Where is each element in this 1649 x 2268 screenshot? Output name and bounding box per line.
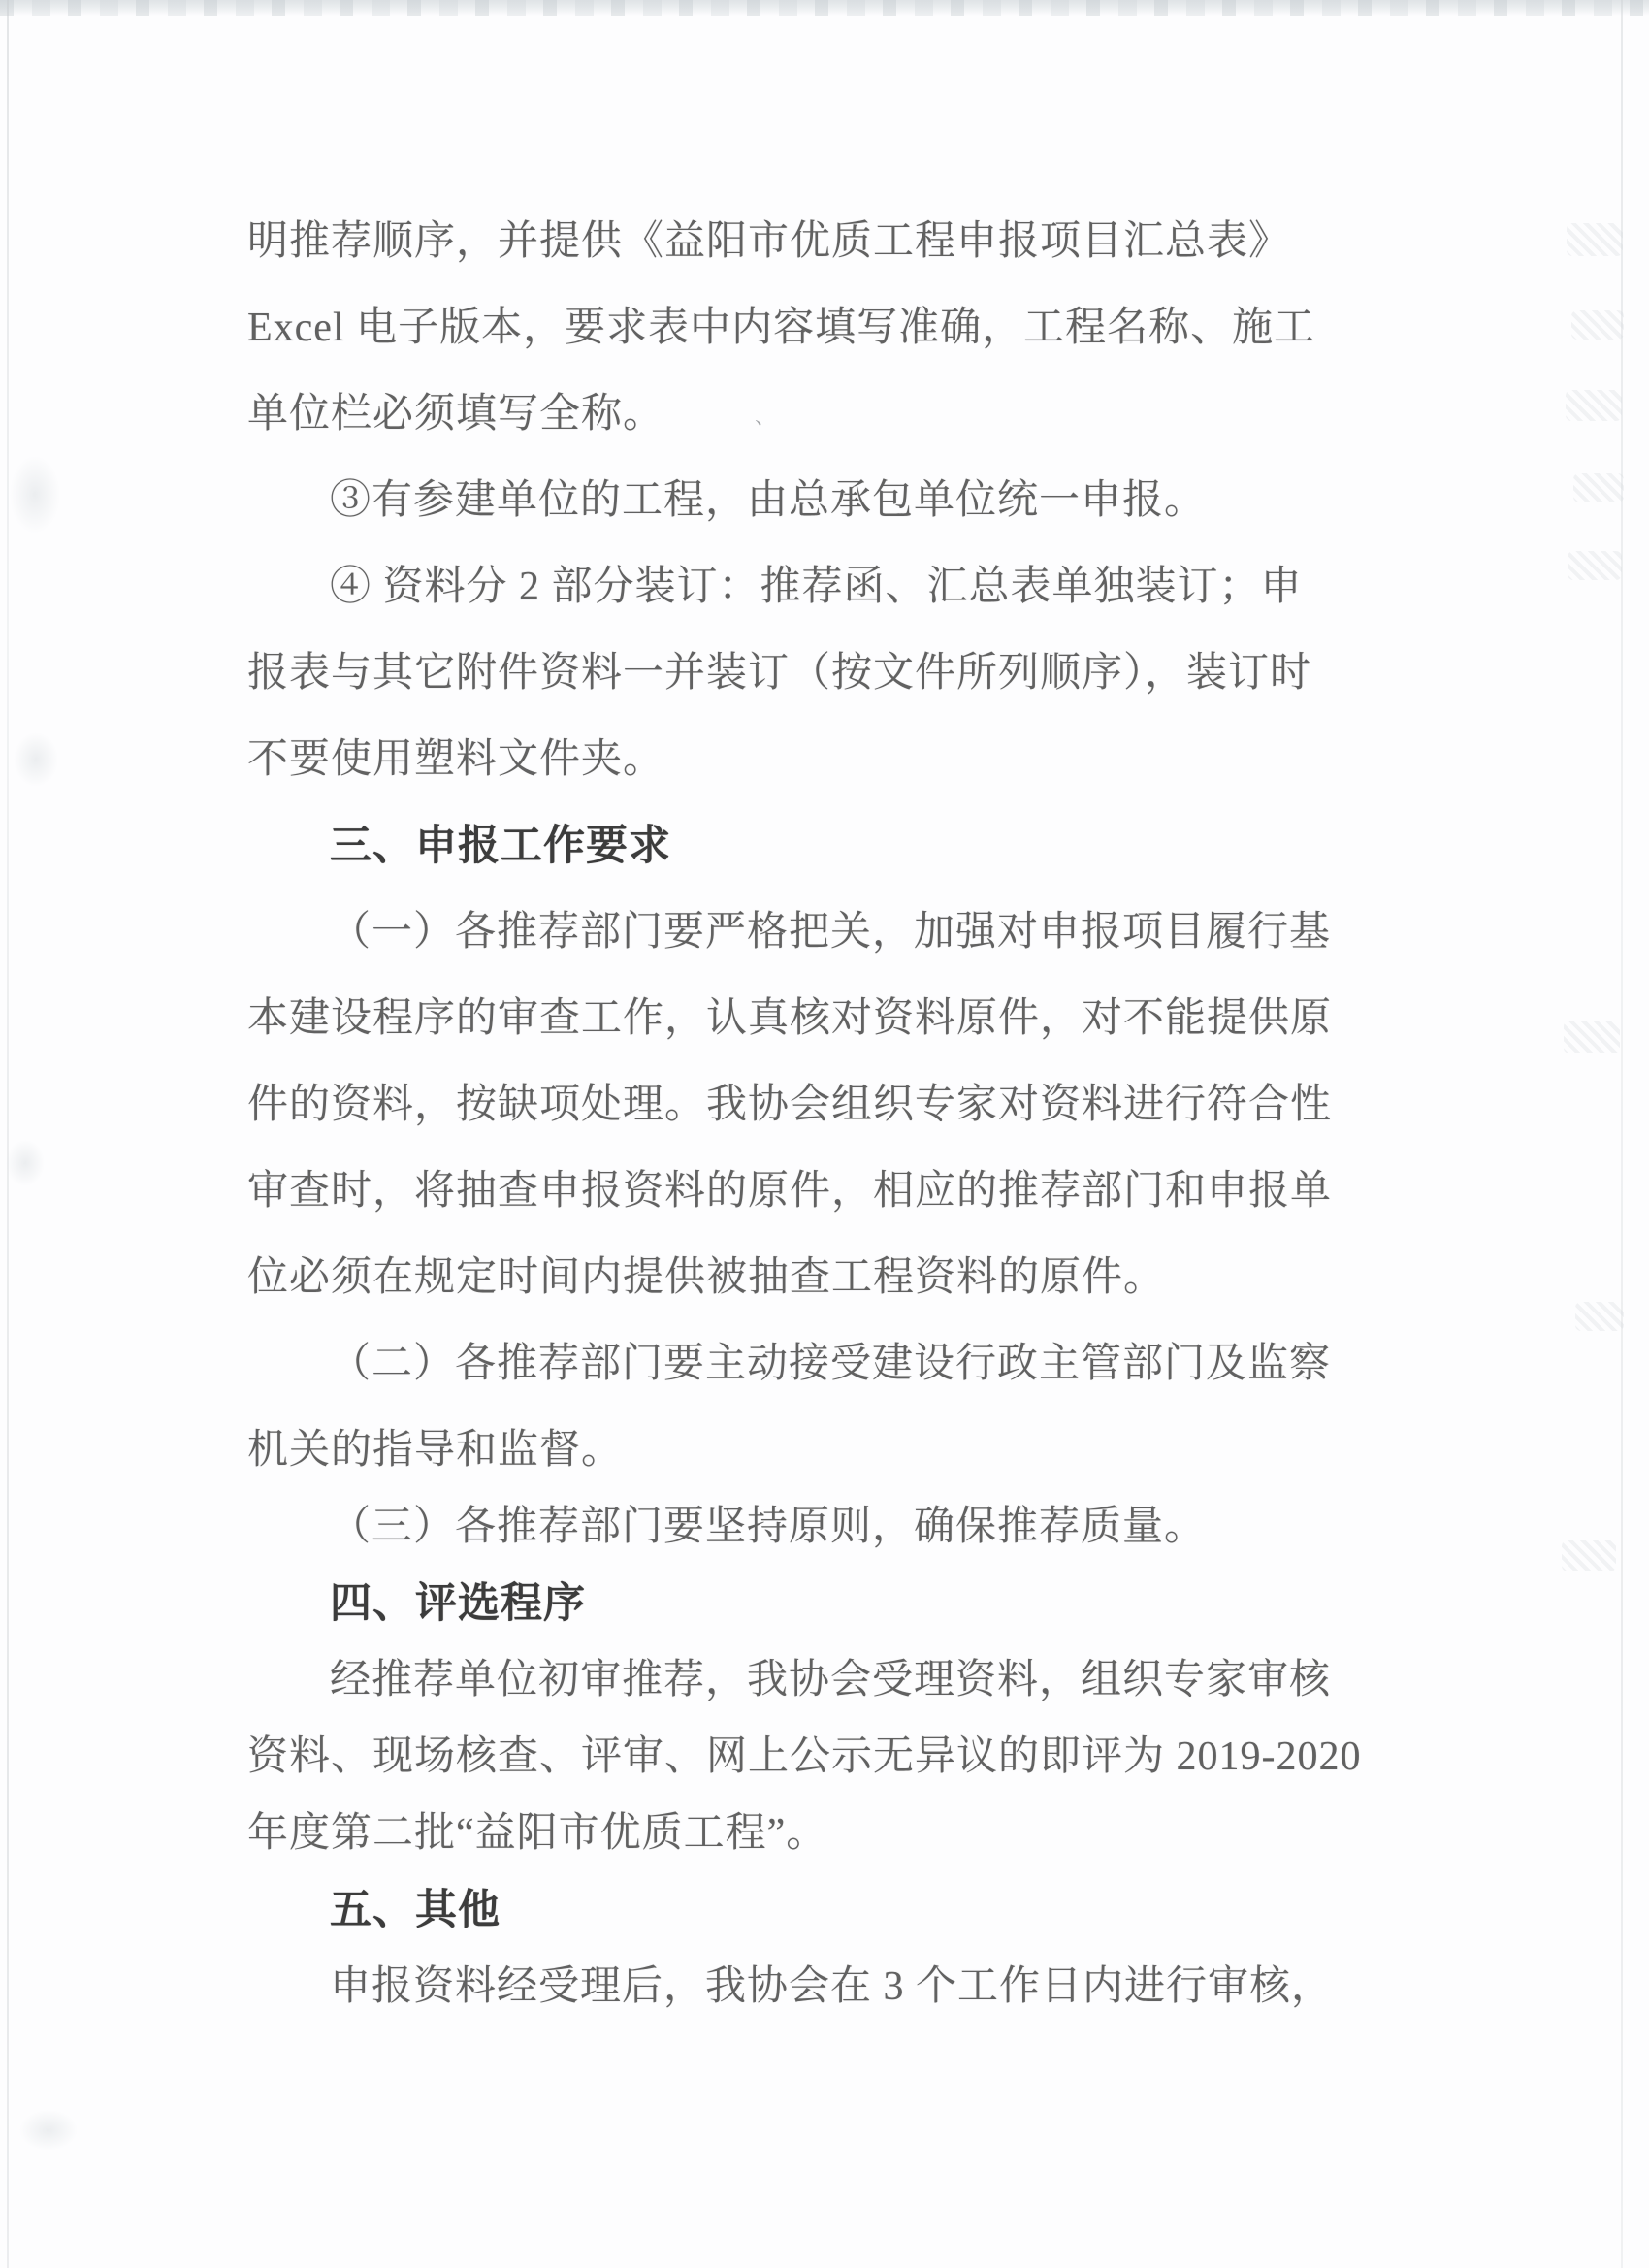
scan-streak xyxy=(1562,1540,1616,1571)
text-line: 审查时，将抽查申报资料的原件，相应的推荐部门和申报单 xyxy=(247,1169,1333,1214)
text-line: （二）各推荐部门要主动接受建设行政主管部门及监察 xyxy=(330,1342,1332,1386)
text-line: 机关的指导和监督。 xyxy=(247,1428,624,1473)
scan-edge-right xyxy=(1621,0,1623,2268)
scan-edge-left xyxy=(7,0,9,2268)
scan-streak xyxy=(1567,223,1623,256)
text-line: （一）各推荐部门要严格把关，加强对申报项目履行基 xyxy=(330,910,1332,955)
scan-streak xyxy=(1564,1021,1620,1053)
text-line: 年度第二批“益阳市优质工程”。 xyxy=(247,1811,828,1856)
text-line: 经推荐单位初审推荐，我协会受理资料，组织专家审核 xyxy=(330,1658,1332,1702)
text-block-section-declaration-requirements xyxy=(247,199,1361,1494)
scan-streak xyxy=(1573,473,1624,502)
section-heading: 四、评选程序 xyxy=(330,1580,586,1627)
text-line: 资料、现场核查、评审、网上公示无异议的即评为 2019-2020 xyxy=(247,1734,1362,1779)
scan-edge-top xyxy=(0,0,1649,16)
section-heading: 五、其他 xyxy=(330,1887,501,1933)
text-line: 申报资料经受理后，我协会在 3 个工作日内进行审核， xyxy=(330,1964,1334,2009)
scan-smudge xyxy=(10,456,60,534)
scan-smudge xyxy=(19,2110,78,2151)
text-line: 报表与其它附件资料一并装订（按文件所列顺序），装订时 xyxy=(247,651,1312,696)
text-line: 位必须在规定时间内提供被抽查工程资料的原件。 xyxy=(247,1255,1166,1300)
text-line: 明推荐顺序，并提供《益阳市优质工程申报项目汇总表》 xyxy=(247,219,1291,264)
text-line: 不要使用塑料文件夹。 xyxy=(247,737,665,782)
scan-streak xyxy=(1566,390,1622,421)
text-line: Excel 电子版本，要求表中内容填写准确，工程名称、施工 xyxy=(247,306,1316,350)
scan-speck: 、 xyxy=(755,405,777,429)
scan-smudge xyxy=(6,1140,45,1186)
scan-smudge xyxy=(14,732,58,787)
scan-streak xyxy=(1571,310,1624,340)
text-line: 件的资料，按缺项处理。我协会组织专家对资料进行符合性 xyxy=(247,1083,1333,1127)
scan-streak xyxy=(1568,551,1622,580)
text-block-section-selection-procedure-and-other xyxy=(247,1489,1361,2025)
text-line: 单位栏必须填写全称。 xyxy=(247,392,665,437)
text-line: 本建设程序的审查工作，认真核对资料原件，对不能提供原 xyxy=(247,996,1333,1041)
text-line: ④ 资料分 2 部分装订：推荐函、汇总表单独装订；申 xyxy=(330,565,1303,609)
text-line: ③有参建单位的工程，由总承包单位统一申报。 xyxy=(330,478,1207,523)
section-heading: 三、申报工作要求 xyxy=(330,823,671,869)
scan-streak xyxy=(1575,1302,1624,1331)
text-line: （三）各推荐部门要坚持原则，确保推荐质量。 xyxy=(330,1505,1207,1549)
